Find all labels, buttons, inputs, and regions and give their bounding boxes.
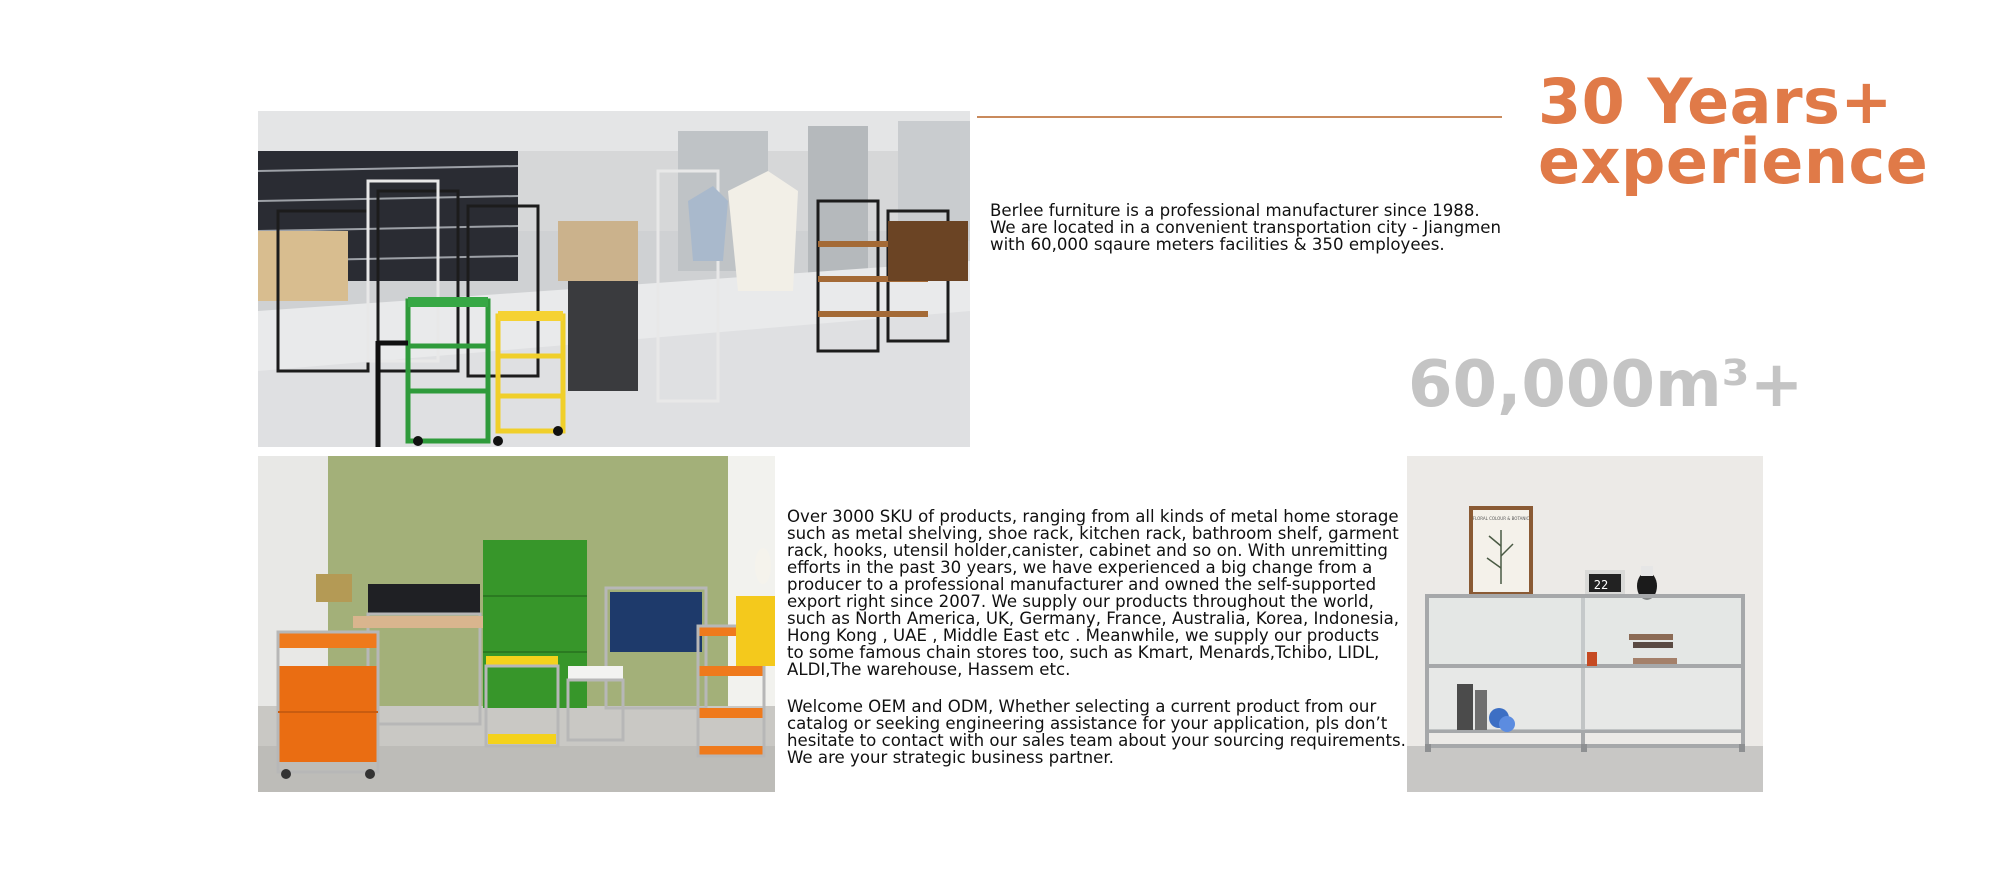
- products-line: to some famous chain stores too, such as Kmart, Menards,Tchibo, LIDL,: [787, 643, 1380, 662]
- oem-line: We are your strategic business partner.: [787, 748, 1114, 767]
- modular-cabinets-photo: [258, 456, 775, 792]
- products-line: ALDI,The warehouse, Hassem etc.: [787, 660, 1071, 679]
- products-line: Over 3000 SKU of products, ranging from all kinds of metal home storage: [787, 507, 1399, 526]
- oem-paragraph: [787, 698, 1406, 766]
- divider-line: [977, 116, 1502, 118]
- oem-line: hesitate to contact with our sales team about your sourcing requirements.: [787, 731, 1406, 750]
- intro-line: We are located in a convenient transportation city - Jiangmen: [990, 218, 1502, 237]
- experience-headline: [1538, 65, 1958, 198]
- products-line: rack, hooks, utensil holder,canister, cabinet and so on. With unremitting: [787, 541, 1388, 560]
- products-line: Hong Kong , UAE , Middle East etc . Meanwhile, we supply our products: [787, 626, 1380, 645]
- headline-years: 30 Years+: [1538, 65, 1893, 138]
- headline-experience: experience: [1538, 125, 1929, 198]
- products-line: such as metal shelving, shoe rack, kitchen rack, bathroom shelf, garment: [787, 524, 1399, 543]
- facility-area-stat: 60,000m³+: [1408, 348, 1804, 422]
- oem-line: Welcome OEM and ODM, Whether selecting a current product from our: [787, 697, 1377, 716]
- products-line: such as North America, UK, Germany, France, Australia, Korea, Indonesia,: [787, 609, 1400, 628]
- glass-sideboard-photo: [1407, 456, 1763, 792]
- intro-line: Berlee furniture is a professional manufacturer since 1988.: [990, 201, 1480, 220]
- intro-paragraph: [990, 202, 1501, 253]
- products-paragraph: [787, 508, 1399, 678]
- products-line: producer to a professional manufacturer and owned the self-supported: [787, 575, 1377, 594]
- products-line: efforts in the past 30 years, we have experienced a big change from a: [787, 558, 1373, 577]
- frame-title-text: FLORAL COLOUR & BOTANIC: [1472, 516, 1530, 521]
- clock-digits-text: 22: [1593, 578, 1609, 592]
- oem-line: catalog or seeking engineering assistance for your application, pls don’t: [787, 714, 1388, 733]
- intro-line: with 60,000 sqaure meters facilities & 350 employees.: [990, 235, 1445, 254]
- showroom-photo: [258, 111, 970, 447]
- products-line: export right since 2007. We supply our products throughout the world,: [787, 592, 1374, 611]
